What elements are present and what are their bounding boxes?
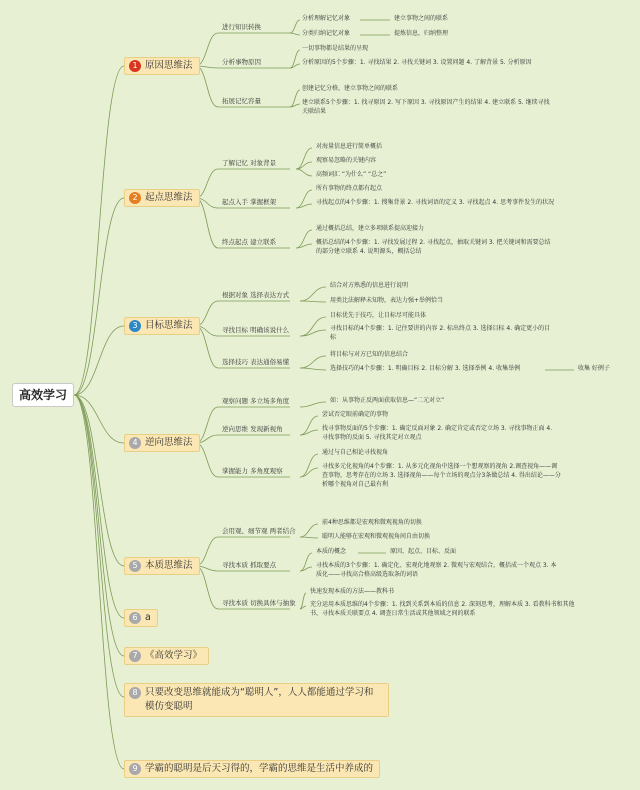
leaf-node[interactable]: 寻找本质的3个步骤：1. 确定化、宏观化地观察 2. 微观与宏观结合，概括成一个观点 3. 本质化——寻找高合格高级选取条的词语	[316, 562, 557, 578]
leaf-node[interactable]: 提炼信息，归纳整理	[394, 30, 449, 37]
leaf-node[interactable]: 选择技巧的4个步骤：1. 明确目标 2. 目标分解 3. 选择举例 4. 收集举例	[330, 365, 521, 372]
branch-number-badge: 1	[129, 60, 141, 72]
root-connector	[74, 326, 124, 395]
leaf-connector	[300, 368, 326, 370]
leaf-connector	[300, 301, 326, 302]
root-connector	[74, 395, 124, 769]
branch-number-badge: 8	[129, 687, 141, 699]
leaf-node[interactable]: 聪明人能够在宏观和微观视角间自由切换	[322, 533, 431, 540]
leaf-connector	[290, 33, 300, 35]
leaf-node[interactable]: 分类归纳记忆对象	[302, 30, 351, 37]
branch-8-node[interactable]	[124, 683, 389, 717]
sub-node[interactable]: 会用观、细节观 两者结合	[222, 527, 296, 535]
leaf-node[interactable]: 用类比法解释未知物，表达力强+举例恰当	[330, 297, 444, 304]
sub-node[interactable]: 分析事物原因	[222, 58, 261, 66]
leaf-node[interactable]: 概括总结的4个步骤：1. 寻找发展过程 2. 寻找起点，抽取关键词 3. 把关键词和需要总结的部分建立联系 4. 说明源头，概括总结	[316, 239, 551, 255]
leaf-node[interactable]: 一切事物都是结果的呈现	[302, 45, 369, 52]
leaf-node[interactable]: 建立联系5个步骤：1. 找寻原因 2. 写下原因 3. 寻找原因产生的结果 4. 建立联系 5. 继续寻找关联结果	[302, 99, 550, 115]
leaf-node[interactable]: 对海量信息进行简单概括	[316, 143, 383, 150]
leaf-connector	[300, 606, 306, 609]
leaf-node[interactable]: 寻找目标的4个步骤：1. 记住要讲的内容 2. 标出终点 3. 选择目标 4. 确定更小的目标	[330, 325, 551, 341]
branch-number-badge: 4	[129, 437, 141, 449]
leaf-node[interactable]: 建立事物之间的联系	[394, 15, 449, 22]
leaf-node[interactable]: 高频词汇 “为什么” “总之”	[316, 171, 387, 178]
leaf-connector	[296, 169, 312, 176]
leaf-connector	[300, 553, 312, 571]
branch-title: 原因思维法	[145, 60, 193, 71]
branch-number-badge: 2	[129, 192, 141, 204]
branch-number-badge: 7	[129, 650, 141, 662]
sub-node[interactable]: 了解记忆 对象背景	[222, 159, 277, 167]
branch-title: 逆向思维法	[145, 437, 193, 448]
leaf-node[interactable]: 前4种思维都是宏观和微观视角的切换	[322, 519, 422, 526]
leaf-node[interactable]: 收集 好例子	[578, 365, 610, 372]
leaf-node[interactable]: 充分运用本质思维的4个步骤：1. 找到关系到本质的信息 2. 深刻思考，理解本质 3. 看教科书和其他书，寻找本质关联要点 4. 调查日常生活或其他领域之间的联系	[310, 601, 575, 617]
leaf-node[interactable]: 分析理解记忆对象	[302, 15, 351, 22]
leaf-node[interactable]: 如：从事物正反两面获取信息—“二元对立”	[330, 397, 445, 404]
leaf-connector	[290, 50, 300, 68]
sub-node[interactable]: 观察问题 多立场多角度	[222, 397, 290, 405]
branch-number-badge: 6	[129, 612, 141, 624]
root-connector	[74, 395, 124, 697]
leaf-connector	[296, 230, 312, 248]
leaf-node[interactable]: 寻找多元化视角的4个步骤：1. 从多元化视角中选择一个想观察的视角 2.调查视角——调查事物，思考存在的立场 3. 选择视角——每个立场的观点分3条做总结 4. 得出结论——分析哪个视角对自己最有利	[322, 463, 561, 488]
sub-node[interactable]: 根据对象 选择表达方式	[222, 291, 290, 299]
branch-number-badge: 5	[129, 560, 141, 572]
sub-node[interactable]: 寻找本质 抓取要点	[222, 561, 277, 569]
sub-node[interactable]: 逆向思维 发现新视角	[222, 425, 283, 433]
leaf-node[interactable]: 本质的概念	[316, 548, 347, 555]
leaf-connector	[290, 104, 300, 107]
leaf-node[interactable]: 观察易忽略的关键内容	[316, 157, 377, 164]
leaf-node[interactable]: 通过概括总结，建立多项联系提高迎接力	[316, 225, 425, 232]
leaf-connector	[300, 287, 326, 301]
branch-2-node[interactable]	[124, 189, 200, 207]
branch-title: 本质思维法	[145, 560, 193, 571]
leaf-connector	[296, 190, 312, 208]
leaf-node[interactable]: 找寻事物反面的5个步骤：1. 确定反面对象 2. 确定肯定或否定立场 3. 寻找事物正面 4. 寻找事物的反面 5. 寻找其定对立观点	[322, 425, 553, 441]
root-node[interactable]: 高效学习	[12, 383, 74, 407]
leaf-node[interactable]: 目标优先于技巧，让目标尽可能具体	[330, 312, 427, 319]
branch-6-node[interactable]	[124, 609, 158, 627]
leaf-node[interactable]: 尝试否定眼前确定的事物	[322, 411, 389, 418]
leaf-connector	[300, 468, 318, 477]
leaf-node[interactable]: 寻找起点的4个步骤：1. 搜集背景 2. 寻找词语的定义 3. 寻找起点 4. 思考事件发生的状况	[316, 199, 555, 206]
leaf-node[interactable]: 原因、起点、目标、反面	[390, 548, 457, 555]
sub-node[interactable]: 寻找目标 明确该说什么	[222, 326, 290, 334]
branch-1-node[interactable]	[124, 57, 200, 75]
root-connector	[74, 395, 124, 566]
leaf-node[interactable]: 结合对方熟悉的信息进行说明	[330, 282, 409, 289]
root-connector	[74, 66, 124, 395]
sub-node[interactable]: 掌握能力 多角度观察	[222, 467, 283, 475]
branch-title: 起点思维法	[145, 192, 193, 203]
leaf-node[interactable]: 将目标与对方已知的信息结合	[330, 351, 409, 358]
branch-title: a	[145, 612, 151, 623]
leaf-connector	[300, 537, 318, 538]
leaf-connector	[300, 356, 326, 368]
leaf-connector	[300, 402, 326, 407]
branch-title: 只要改变思维就能成为“聪明人”，人人都能通过学习和模仿变聪明	[145, 687, 374, 712]
leaf-node[interactable]: 通过与自己相论寻找视角	[322, 449, 389, 456]
branch-9-node[interactable]	[124, 760, 380, 778]
branch-4-node[interactable]	[124, 434, 200, 452]
leaf-node[interactable]: 快速发现本质的方法——教科书	[310, 588, 395, 595]
leaf-connector	[300, 524, 318, 537]
branch-number-badge: 9	[129, 763, 141, 775]
branch-title: 《高效学习》	[145, 650, 203, 661]
leaf-node[interactable]: 创建记忆分格，建立事物之间的联系	[302, 85, 399, 92]
leaf-connector	[300, 593, 306, 609]
sub-node[interactable]: 进行知识转换	[222, 23, 261, 31]
sub-node[interactable]: 终点起点 建立联系	[222, 238, 277, 246]
leaf-connector	[290, 20, 300, 33]
leaf-node[interactable]: 分析原因的5个步骤：1. 寻找结果 2. 寻找关键词 3. 设置问题 4. 了解背景 5. 分析原因	[302, 59, 532, 66]
branch-title: 学霸的聪明是后天习得的，学霸的思维是生活中养成的	[145, 763, 374, 774]
sub-node[interactable]: 起点入手 掌握框架	[222, 198, 277, 206]
branch-number-badge: 3	[129, 320, 141, 332]
branch-3-node[interactable]	[124, 317, 200, 335]
branch-5-node[interactable]	[124, 557, 200, 575]
root-connector	[74, 395, 124, 656]
branch-title: 目标思维法	[145, 320, 193, 331]
sub-node[interactable]: 拓展记忆容量	[222, 97, 261, 105]
sub-node[interactable]: 选择技巧 表达通俗易懂	[222, 358, 290, 366]
branch-7-node[interactable]	[124, 647, 209, 665]
leaf-node[interactable]: 所有事物的终点都有起点	[316, 185, 383, 192]
leaf-connector	[300, 454, 318, 477]
sub-node[interactable]: 寻找本质 切换具体与抽象	[222, 599, 296, 607]
